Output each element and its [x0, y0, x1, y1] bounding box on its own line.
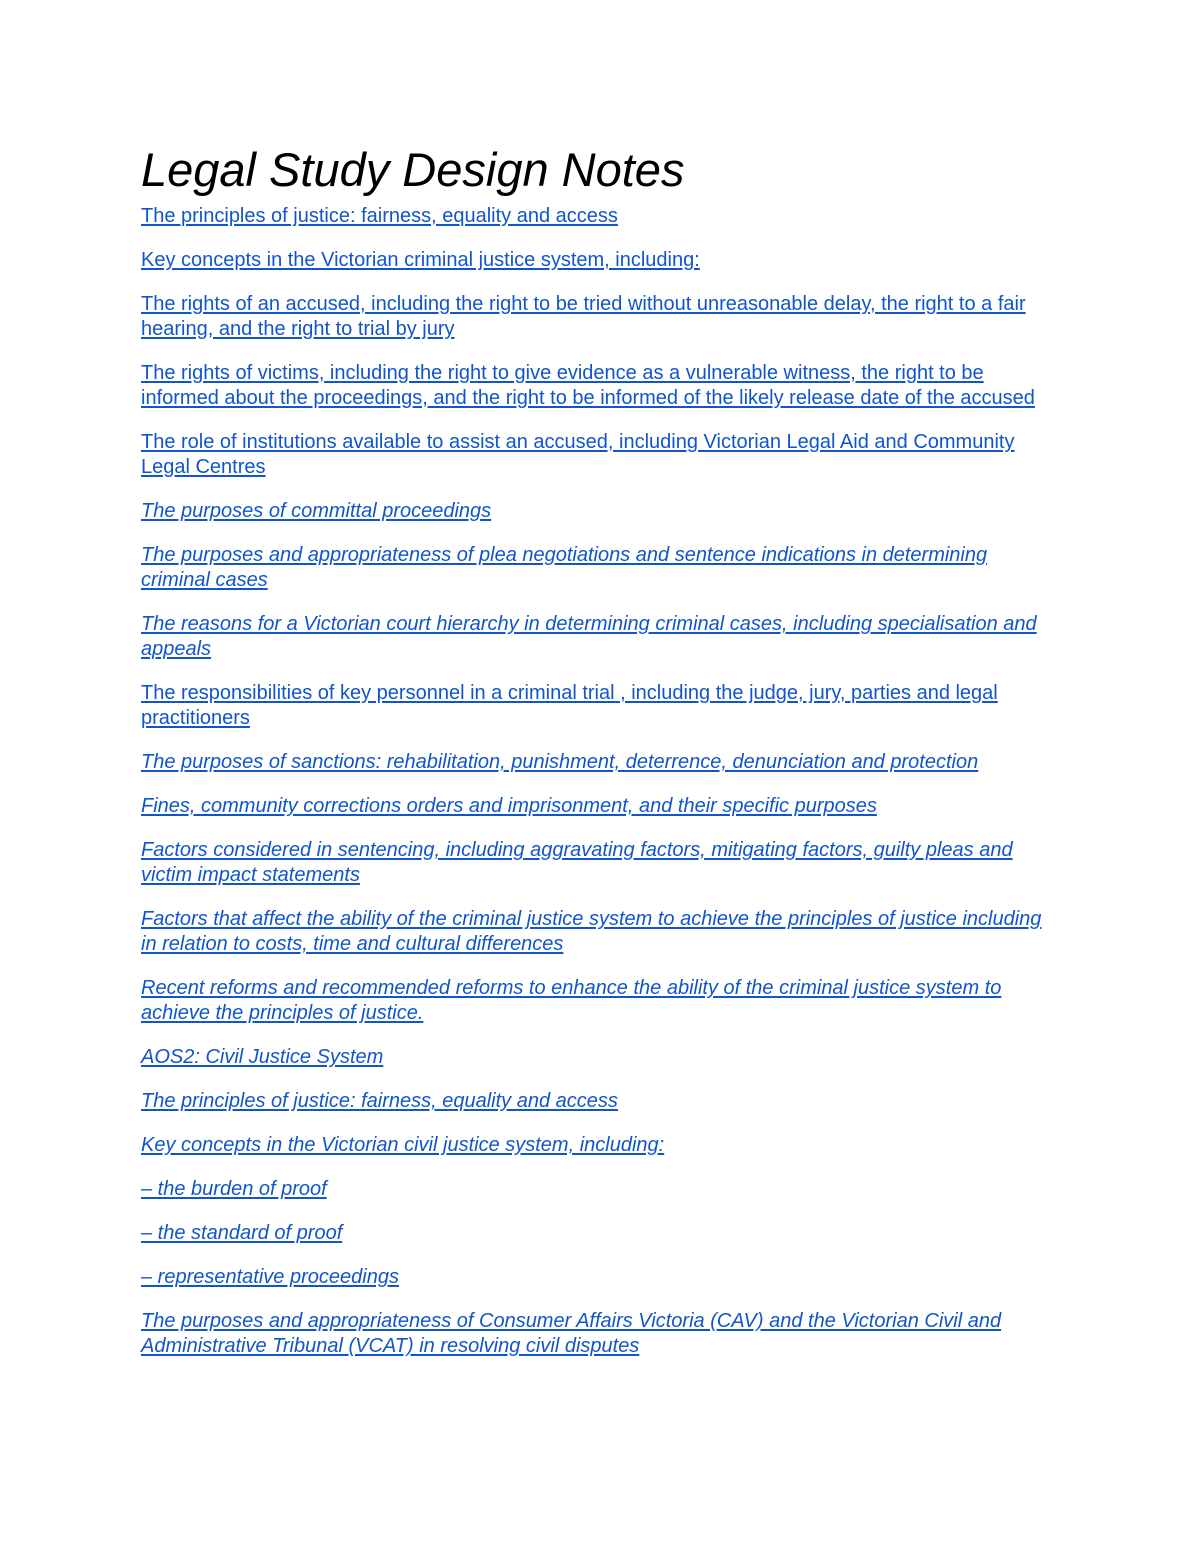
list-item-link[interactable]: – the standard of proof: [141, 1222, 343, 1244]
list-item: [141, 907, 1061, 957]
list-item-link[interactable]: The principles of justice: fairness, equality and access: [141, 205, 618, 227]
list-item-link[interactable]: Factors considered in sentencing, including aggravating factors, mitigating factors, guilty pleas and victim impact statements: [141, 839, 1013, 886]
list-item: [141, 248, 1061, 273]
list-item-link[interactable]: Key concepts in the Victorian criminal justice system, including:: [141, 249, 700, 271]
list-item: [141, 976, 1061, 1026]
list-item: [141, 1265, 1061, 1290]
list-item: [141, 838, 1061, 888]
list-item-link[interactable]: The rights of an accused, including the right to be tried without unreasonable delay, the right to a fair hearing, and the right to trial by jury: [141, 293, 1026, 340]
list-item-link[interactable]: The rights of victims, including the right to give evidence as a vulnerable witness, the right to be informed about the proceedings, and the right to be informed of the likely release date of the accused: [141, 362, 1035, 409]
list-item: [141, 1309, 1061, 1359]
list-item-link[interactable]: – the burden of proof: [141, 1178, 327, 1200]
list-item-link[interactable]: The purposes and appropriateness of Consumer Affairs Victoria (CAV) and the Victorian Civil and Administrative Tribunal (VCAT) in resolving civil disputes: [141, 1310, 1002, 1357]
list-item: [141, 1221, 1061, 1246]
list-item: [141, 361, 1061, 411]
list-item: [141, 1177, 1061, 1202]
list-item-link[interactable]: Fines, community corrections orders and imprisonment, and their specific purposes: [141, 795, 877, 817]
list-item-link[interactable]: The principles of justice: fairness, equality and access: [141, 1090, 618, 1112]
study-design-list: [141, 204, 1061, 1359]
list-item: [141, 543, 1061, 593]
document-page: [141, 140, 1061, 1378]
list-item-link[interactable]: The responsibilities of key personnel in a criminal trial , including the judge, jury, parties and legal practitioners: [141, 682, 998, 729]
list-item-link[interactable]: The purposes and appropriateness of plea negotiations and sentence indications in determining criminal cases: [141, 544, 988, 591]
list-item: [141, 204, 1061, 229]
list-item-link[interactable]: Key concepts in the Victorian civil justice system, including:: [141, 1134, 665, 1156]
list-item: [141, 612, 1061, 662]
list-item-link[interactable]: The role of institutions available to assist an accused, including Victorian Legal Aid and Community Legal Centres: [141, 431, 1015, 478]
list-item: [141, 750, 1061, 775]
list-item-link[interactable]: The reasons for a Victorian court hierarchy in determining criminal cases, including specialisation and appeals: [141, 613, 1037, 660]
list-item: [141, 430, 1061, 480]
list-item-link[interactable]: AOS2: Civil Justice System: [141, 1046, 384, 1068]
list-item-link[interactable]: – representative proceedings: [141, 1266, 399, 1288]
list-item: [141, 1045, 1061, 1070]
list-item-link[interactable]: Factors that affect the ability of the criminal justice system to achieve the principles of justice including in relation to costs, time and cultural differences: [141, 908, 1042, 955]
list-item: [141, 794, 1061, 819]
list-item: [141, 1133, 1061, 1158]
list-item-link[interactable]: The purposes of sanctions: rehabilitation, punishment, deterrence, denunciation and protection: [141, 751, 979, 773]
list-item-link[interactable]: Recent reforms and recommended reforms to enhance the ability of the criminal justice system to achieve the principles of justice.: [141, 977, 1002, 1024]
list-item: [141, 499, 1061, 524]
list-item: [141, 1089, 1061, 1114]
document-title: Legal Study Design Notes: [141, 143, 685, 196]
list-item: [141, 681, 1061, 731]
list-item: [141, 292, 1061, 342]
list-item-link[interactable]: The purposes of committal proceedings: [141, 500, 492, 522]
